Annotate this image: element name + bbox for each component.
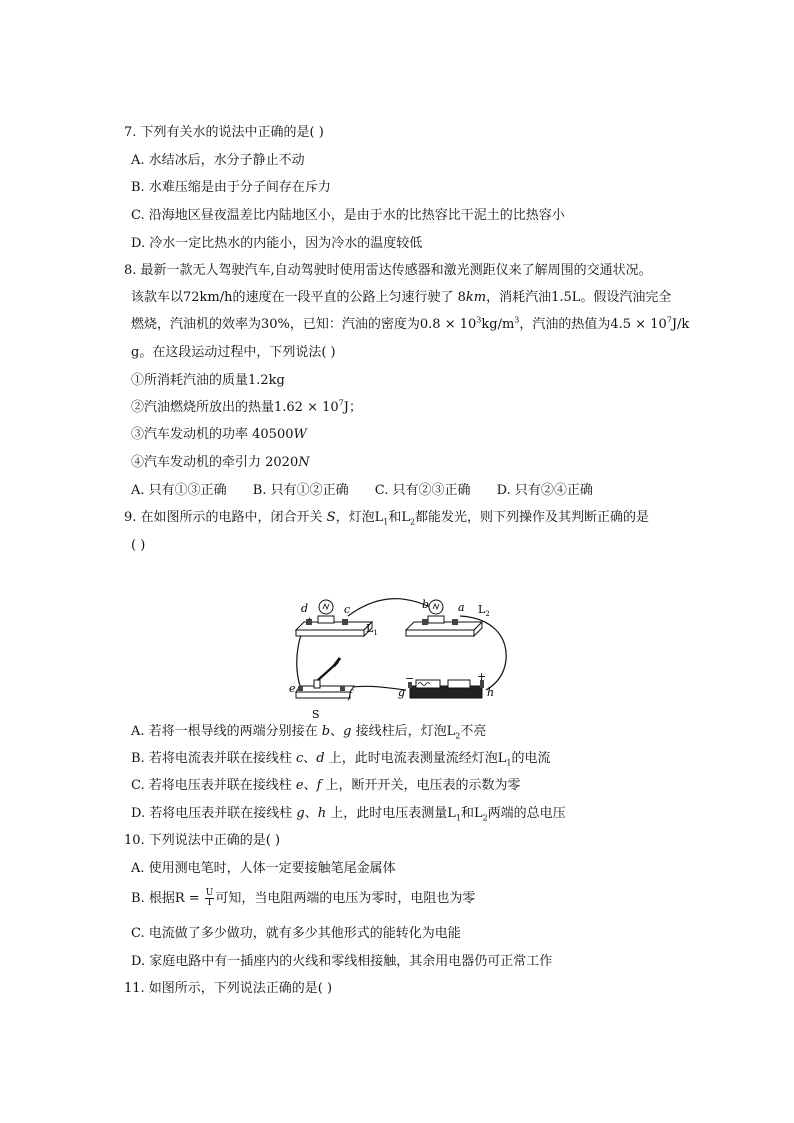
q8-options	[131, 482, 615, 500]
q9-option-a: A. 若将一根导线的两端分别接在 b、g 接线柱后，灯泡$L_2$不亮	[131, 724, 487, 741]
q9-option-c: C. 若将电压表并联在接线柱 e、f 上，断开开关，电压表的示数为零	[131, 778, 521, 793]
lamp-l2	[406, 600, 482, 636]
label-s: S	[312, 708, 320, 721]
q8-item-4: ④汽车发动机的牵引力 2020N	[131, 455, 310, 470]
q7-option-a: A. 水结冰后，水分子静止不动	[131, 153, 305, 168]
fraction-u-over-i: $\frac{U}{I}$	[205, 888, 214, 908]
q10-stem: 10. 下列说法中正确的是( )	[124, 833, 281, 848]
label-minus: −	[405, 672, 415, 685]
label-c: c	[344, 603, 351, 616]
q8-stem-line1: 8. 最新一款无人驾驶汽车,自动驾驶时使用雷达传感器和激光测距仪来了解周围的交通状况。	[124, 263, 652, 278]
q7-option-d: D. 冷水一定比热水的内能小，因为冷水的温度较低	[131, 236, 423, 251]
q8-item-3: ③汽车发动机的功率 40500W	[131, 427, 307, 442]
circuit-diagram	[288, 592, 510, 722]
q7-stem: 7. 下列有关水的说法中正确的是( )	[124, 125, 324, 140]
q11-stem: 11. 如图所示，下列说法正确的是( )	[124, 981, 333, 996]
q10-option-a: A. 使用测电笔时，人体一定要接触笔尾金属体	[131, 861, 396, 876]
q10-option-d: D. 家庭电路中有一插座内的火线和零线相接触，其余用电器仍可正常工作	[131, 954, 553, 969]
q10-option-b: B. 根据R = $\frac{U}{I}$ 可知，当电阻两端的电压为零时，电阻也为零	[131, 888, 476, 908]
q10-option-c: C. 电流做了多少做功，就有多少其他形式的能转化为电能	[131, 926, 461, 941]
label-e: e	[289, 682, 296, 695]
label-d: d	[301, 602, 309, 615]
q8-option-b: B. 只有①②正确	[252, 483, 349, 498]
label-f: f	[348, 688, 353, 701]
q9-option-d: D. 若将电压表并联在接线柱 g、h 上，此时电压表测量$L_1$和$L_2$两端的总电压	[131, 806, 566, 823]
label-a: a	[458, 601, 465, 614]
label-h: h	[487, 686, 495, 699]
label-plus: +	[477, 670, 487, 683]
q7-option-c: C. 沿海地区昼夜温差比内陆地区小，是由于水的比热容比干泥土的比热容小	[131, 208, 565, 223]
label-b: b	[422, 598, 430, 611]
battery	[408, 680, 484, 698]
q8-option-c: C. 只有②③正确	[374, 483, 471, 498]
q8-stem-line3: 燃烧，汽油机的效率为30%，已知：汽油的密度为$0.8 \times 10^3kg/m^3$，汽油的热值为$4.5 \times 10^7J/k$	[131, 315, 690, 332]
q8-option-a: A. 只有①③正确	[131, 483, 227, 498]
label-g: g	[398, 686, 406, 699]
q9-option-b: B. 若将电流表并联在接线柱 c、d 上，此时电流表测量流经灯泡$L_1$的电流	[131, 751, 551, 768]
label-l1: $L_1$	[366, 622, 378, 637]
wire-f-to-g	[346, 686, 406, 690]
label-l2: $L_2$	[478, 603, 490, 618]
q8-item-2: ②汽油燃烧所放出的热量$1.62 \times 10^7J$；	[131, 398, 362, 415]
q7-option-b: B. 水难压缩是由于分子间存在斥力	[131, 180, 331, 195]
q9-stem-line1: 9. 在如图所示的电路中，闭合开关 S，灯泡$L_1$和$L_2$都能发光，则下列操作及其判断正确的是	[124, 510, 650, 527]
q8-item-1: ①所消耗汽油的质量1.2kg	[131, 373, 285, 388]
switch-s	[296, 658, 354, 698]
q8-option-d: D. 只有②④正确	[496, 483, 593, 498]
q8-stem-line4: g。在这段运动过程中，下列说法( )	[131, 345, 336, 360]
q8-stem-line2: 该款车以72km/h的速度在一段平直的公路上匀速行驶了 8km，消耗汽油1.5L。假设汽油完全	[131, 290, 672, 305]
q9-stem-line2: ( )	[131, 538, 146, 553]
